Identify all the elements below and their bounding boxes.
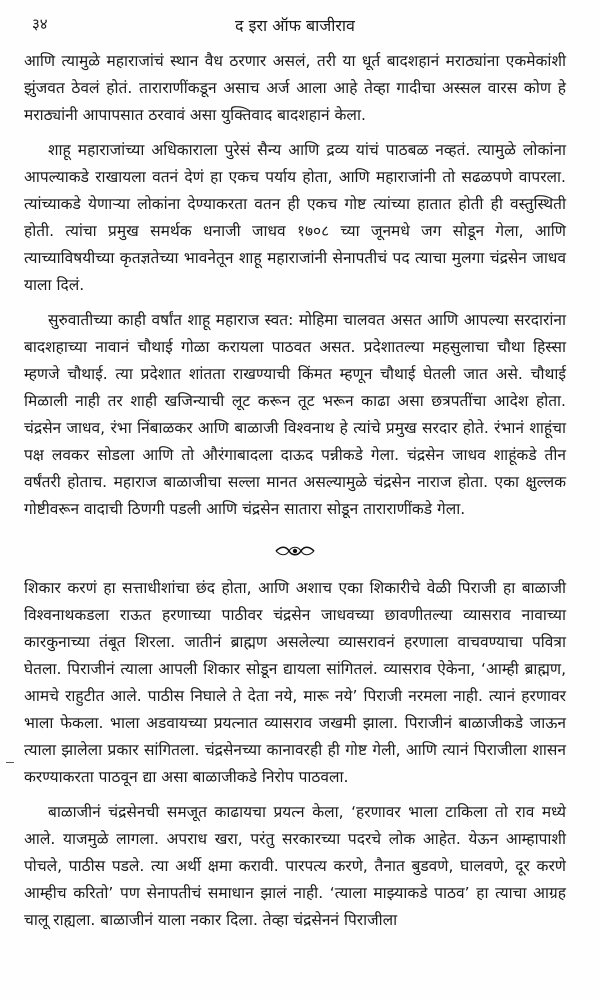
running-title: द इरा ऑफ बाजीराव [235, 16, 355, 35]
paragraph-2: शाहू महाराजांच्या अधिकाराला पुरेसं सैन्य आणि द्रव्य यांचं पाठबळ नव्हतं. त्यामुळे लोकांना आपल्याकडे राखायला वतनं देणं हा एकच पर्याय होता, आणि महाराजांनी तो सढळपणे वापरला. त्यांच्याकडे येणाऱ्या लोकांना देण्याकरता वतन ही एकच गोष्ट त्यांच्या हातात होती ही वस्तुस्थिती होती. त्यांचा प्रमुख समर्थक धनाजी जाधव १७०८ च्या जूनमधे जग सोडून गेला, आणि त्याच्याविषयीच्या कृतज्ञतेच्या भावनेतून शाहू महाराजांनी सेनापतीचं पद त्याचा मुलगा चंद्रसेन जाधव याला दिलं. [24, 141, 566, 294]
page-content [24, 48, 566, 934]
page-header [24, 14, 566, 48]
section-divider-ornament [24, 531, 566, 571]
margin-mark [6, 762, 14, 763]
ornament-icon [274, 545, 316, 557]
paragraph-4: शिकार करणं हा सत्ताधीशांचा छंद होता, आणि अशाच एका शिकारीचे वेळी पिराजी हा बाळाजी विश्वनाथकडला राऊत हरणाच्या पाठीवर चंद्रसेन जाधवच्या छावणीतल्या व्यासराव नावाच्या कारकुनाच्या तंबूत शिरला. जातीनं ब्राह्मण असलेल्या व्यासरावनं हरणाला वाचवण्याचा पवित्रा घेतला. पिराजीनं त्याला आपली शिकार सोडून द्यायला सांगितलं. व्यासराव ऐकेना, ‘आम्ही ब्राह्मण, आमचे राहुटीत आले. पाठीस निघाले ते देता नये, मारू नये’ पिराजी नरमला नाही. त्यानं हरणावर भाला फेकला. भाला अडवायच्या प्रयत्नात व्यासराव जखमी झाला. पिराजीनं बाळाजीकडे जाऊन त्याला झालेला प्रकार सांगितला. चंद्रसेनच्या कानावरही ही गोष्ट गेली, आणि त्यानं पिराजीला शासन करण्याकरता पाठवून द्या असा बाळाजीकडे निरोप पाठवला. [24, 579, 566, 786]
paragraph-3: सुरुवातीच्या काही वर्षांत शाहू महाराज स्वत: मोहिमा चालवत असत आणि आपल्या सरदारांना बादशहाच्या नावानं चौथाई गोळा करायला पाठवत असत. प्रदेशातल्या महसुलाचा चौथा हिस्सा म्हणजे चौथाई. त्या प्रदेशात शांतता राखण्याची किंमत म्हणून चौथाई घेतली जात असे. चौथाई मिळाली नाही तर शाही खजिन्याची लूट करून तूट भरून काढा असा छत्रपतींचा आदेश होता. चंद्रसेन जाधव, रंभा निंबाळकर आणि बाळाजी विश्वनाथ हे त्यांचे प्रमुख सरदार होते. रंभानं शाहूंचा पक्ष लवकर सोडला आणि तो औरंगाबादला दाऊद पन्नीकडे गेला. चंद्रसेन जाधव शाहूंकडे तीन वर्षंतरी होताच. महाराज बाळाजीचा सल्ला मानत असल्यामुळे चंद्रसेन नाराज होता. एका क्षुल्लक गोष्टीवरून वादाची ठिणगी पडली आणि चंद्रसेन सातारा सोडून ताराराणींकडे गेला. [24, 311, 566, 518]
paragraph-1: आणि त्यामुळे महाराजांचं स्थान वैध ठरणार असलं, तरी या धूर्त बादशहानं मराठ्यांना एकमेकांशी झुंजवत ठेवलं होतं. ताराराणींकडून असाच अर्ज आला आहे तेव्हा गादीचा अस्सल वारस कोण हे मराठ्यांनी आपापसात ठरवावं असा युक्तिवाद बादशहानं केला. [24, 52, 566, 124]
paragraph-5: बाळाजीनं चंद्रसेनची समजूत काढायचा प्रयत्न केला, ‘हरणावर भाला टाकिला तो राव मध्ये आले. याजमुळे लागला. अपराध खरा, परंतु सरकारच्या पदरचे लोक आहेत. येऊन आम्हापाशी पोचले, पाठीस पडले. त्या अर्थी क्षमा करावी. पारपत्य करणे, तैनात बुडवणे, घालवणे, दूर करणे आम्हीच करितो’ पण सेनापतीचं समाधान झालं नाही. ‘त्याला माझ्याकडे पाठव’ हा त्याचा आग्रह चालू राह्यला. बाळाजीनं याला नकार दिला. तेव्हा चंद्रसेननं पिराजीला [24, 803, 566, 929]
page-number: ३४ [32, 15, 48, 33]
